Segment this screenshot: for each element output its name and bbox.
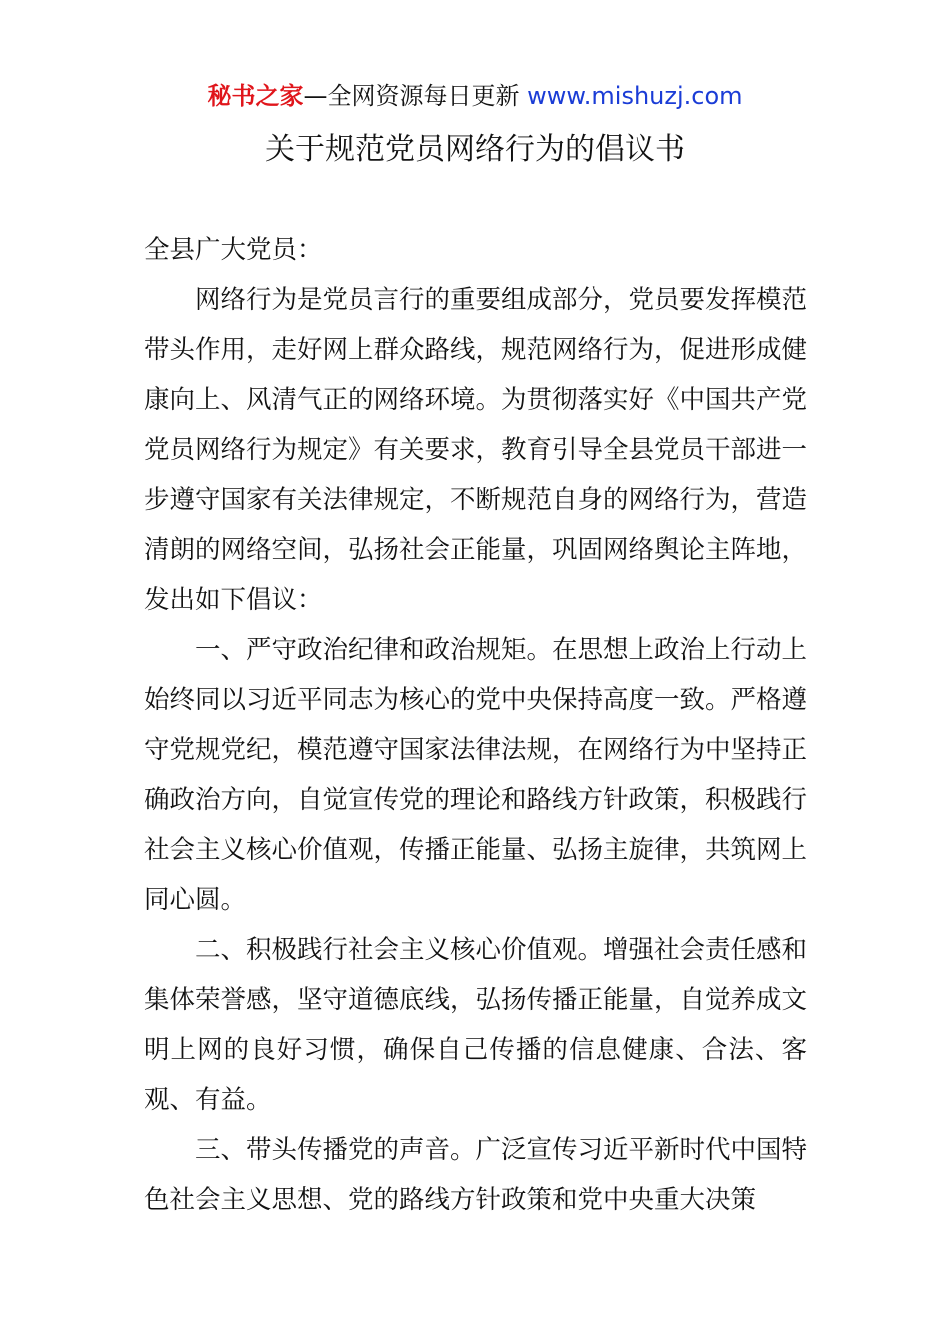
- paragraph-point-2: 二、积极践行社会主义核心价值观。增强社会责任感和集体荣誉感，坚守道德底线，弘扬传播正能量，自觉养成文明上网的良好习惯，确保自己传播的信息健康、合法、客观、有益。: [144, 935, 808, 1115]
- paragraph-intro: 网络行为是党员言行的重要组成部分，党员要发挥模范带头作用，走好网上群众路线，规范网络行为，促进形成健康向上、风清气正的网络环境。为贯彻落实好《中国共产党党员网络行为规定》有关要求，教育引导全县党员干部进一步遵守国家有关法律规定，不断规范自身的网络行为，营造清朗的网络空间，弘扬社会正能量，巩固网络舆论主阵地，发出如下倡议：: [144, 285, 808, 615]
- document-body: [144, 225, 807, 1225]
- paragraph-point-1: 一、严守政治纪律和政治规矩。在思想上政治上行动上始终同以习近平同志为核心的党中央保持高度一致。严格遵守党规党纪，模范遵守国家法律法规，在网络行为中坚持正确政治方向，自觉宣传党的理论和路线方针政策，积极践行社会主义核心价值观，传播正能量、弘扬主旋律，共筑网上同心圆。: [144, 635, 808, 915]
- paragraph-point-3: 三、带头传播党的声音。广泛宣传习近平新时代中国特色社会主义思想、党的路线方针政策和党中央重大决策: [144, 1135, 808, 1215]
- document-title: 关于规范党员网络行为的倡议书: [265, 132, 685, 167]
- salutation: 全县广大党员：: [144, 235, 323, 265]
- site-brand: 秘书之家: [207, 82, 304, 110]
- site-url-link[interactable]: www.mishuzj.com: [527, 82, 743, 110]
- site-tagline: —全网资源每日更新: [303, 82, 520, 110]
- site-header: [0, 80, 950, 112]
